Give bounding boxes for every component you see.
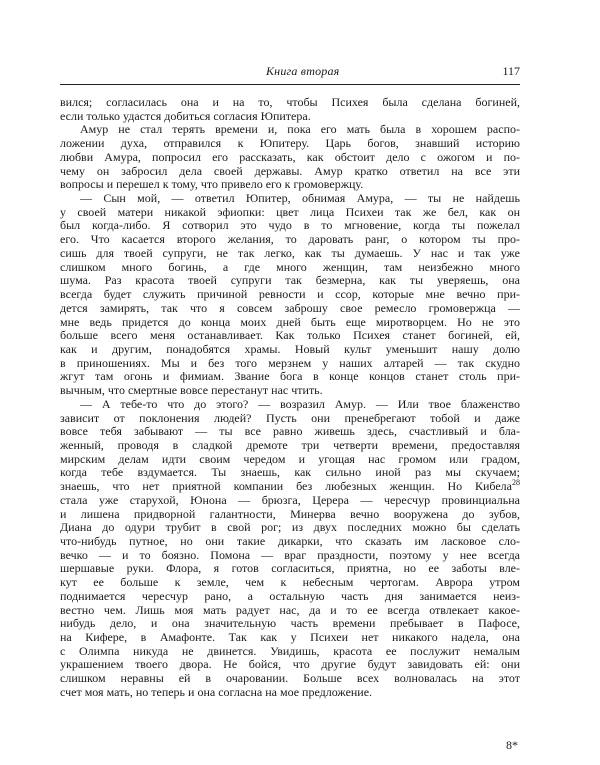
header-rule xyxy=(60,84,520,85)
text-line: вестно чем. Лишь моя мать радует нас, да и то ее всегда отвлекает какое- xyxy=(60,602,520,617)
running-title: Книга вторая xyxy=(266,64,340,78)
text-line: чему он забросил дела своей державы. Амур кратко ответил на все эти xyxy=(60,163,520,178)
body-text xyxy=(60,96,520,700)
text-line: Амур не стал терять времени и, пока его мать была в хорошем распо- xyxy=(80,122,520,137)
text-line: вычным, что смертные вовсе перестанут нас чтить. xyxy=(60,383,323,398)
text-line: как и другим, понадобятся храмы. Новый культ уменьшит нашу долю xyxy=(60,341,520,356)
text-line: — А тебе-то что до этого? — возразил Амур. — Или твое блаженство xyxy=(80,396,520,411)
text-line: вопросы и перешел к тому, что привело его к громовержцу. xyxy=(60,177,364,192)
text-line: вился; согласилась она и на то, чтобы Психея была сделана богиней, xyxy=(60,95,520,109)
text-line: в приношениях. Мы и без того мерзнем у наших алтарей — так скудно xyxy=(60,355,520,370)
text-line: шершавые руки. Флора, я готов согласиться, приятна, но ее заботы вле- xyxy=(60,561,520,576)
text-line: — Сын мой, — ответил Юпитер, обнимая Амура, — ты не найдешь xyxy=(80,191,520,206)
page-header xyxy=(60,61,520,83)
page-number: 117 xyxy=(502,64,520,78)
text-line: нибудь дело, и она значительную часть времени пребывает в Пафосе, xyxy=(60,616,520,631)
text-line: мирским делам идти своим чередом и угощая нас громом или градом, xyxy=(60,451,520,466)
text-line: счет моя мать, но теперь и она согласна на мое предложение. xyxy=(60,684,373,699)
text-line: когда тебе вздумается. Ты знаешь, как сильно иной раз мы скучаем; xyxy=(60,465,520,480)
text-line: был когда-либо. Я сотворил это чудо в то мгновение, когда ты пожелал xyxy=(60,218,520,233)
text-line: зависит от поклонения людей? Пусть они пренебрегают тобой и даже xyxy=(60,410,520,425)
text-line: стала уже старухой, Юнона — брюзга, Церера — чересчур провинциальна xyxy=(60,492,520,507)
text-line: дется замирять, так что я совсем заброшу свое ремесло громовержца — xyxy=(60,300,520,315)
text-line: больше всего меня останавливает. Как только Психея станет богиней, ей, xyxy=(60,328,520,343)
text-line-with-footnote xyxy=(60,480,520,494)
text-line: с Олимпа никуда не двинется. Увидишь, красота ее послужит немалым xyxy=(60,643,520,658)
text-line: слишком много богинь, а где много женщин, там неизбежно много xyxy=(60,259,520,274)
text-line: поднимается чересчур рано, а остальную часть дня занимается неиз- xyxy=(60,588,520,603)
text-line: вовсе тебя забывают — ты все равно живешь здесь, счастливый и бла- xyxy=(60,424,520,439)
footnote-reference: 28 xyxy=(512,478,520,488)
text-line: любви Амура, попросил его рассказать, как обстоит дело с ожогом и по- xyxy=(60,149,520,164)
signature-mark: 8* xyxy=(506,738,518,752)
text-line: жгут там огонь и фимиам. Звание бога в конце концов станет столь при- xyxy=(60,369,520,384)
text-line: если только удастся добиться согласия Юпитера. xyxy=(60,108,311,123)
text-line: украшением твоего двора. Не бойся, что другие будут завидовать ей: они xyxy=(60,657,520,672)
text-line: сишь для твоей супруги, не так легко, как ты думаешь. У нас и так уже xyxy=(60,245,520,260)
text-line: женный, проводя в сладкой дремоте три четверти времени, предоставляя xyxy=(60,437,520,452)
text-line: мне ведь придется до конца моих дней быть еще миротворцем. Но не это xyxy=(60,314,520,329)
text-line: ложении духа, отправился к Юпитеру. Царь богов, знавший историю xyxy=(60,136,520,151)
text-line: на Кифере, в Амафонте. Так как у Психеи нет никакого надела, она xyxy=(60,630,520,645)
text-line: у своей матери никакой эфиопки: цвет лица Психеи так же бел, как он xyxy=(60,204,520,219)
text-line: Диана до одури трубит в свой рог; из двух последних можно бы сделать xyxy=(60,520,520,535)
text-line: шума. Раз красота твоей супруги так безмерна, как ты уверяешь, она xyxy=(60,273,520,288)
text-line: всегда будет служить причиной ревности и ссор, которые мне вечно при- xyxy=(60,287,520,302)
text-line: что-нибудь путное, но они такие дикарки, что сказать им ласковое сло- xyxy=(60,534,520,548)
text-line: его. Что касается второго желания, то даровать ранг, о котором ты про- xyxy=(60,232,520,247)
text-line: слишком неравны ей в очаровании. Больше всех волновалась на этот xyxy=(60,671,520,686)
text-line-part: знаешь, что нет приятной компании без любезных женщин. Но Кибела xyxy=(60,479,512,494)
text-line: вечко — и то боязно. Помона — враг праздности, поэтому у нее всегда xyxy=(60,547,520,562)
text-line: и лишена придворной галантности, Минерва вечно вооружена до зубов, xyxy=(60,506,520,521)
text-line: кут ее больше к земле, чем к небесным чертогам. Аврора утром xyxy=(60,575,520,590)
